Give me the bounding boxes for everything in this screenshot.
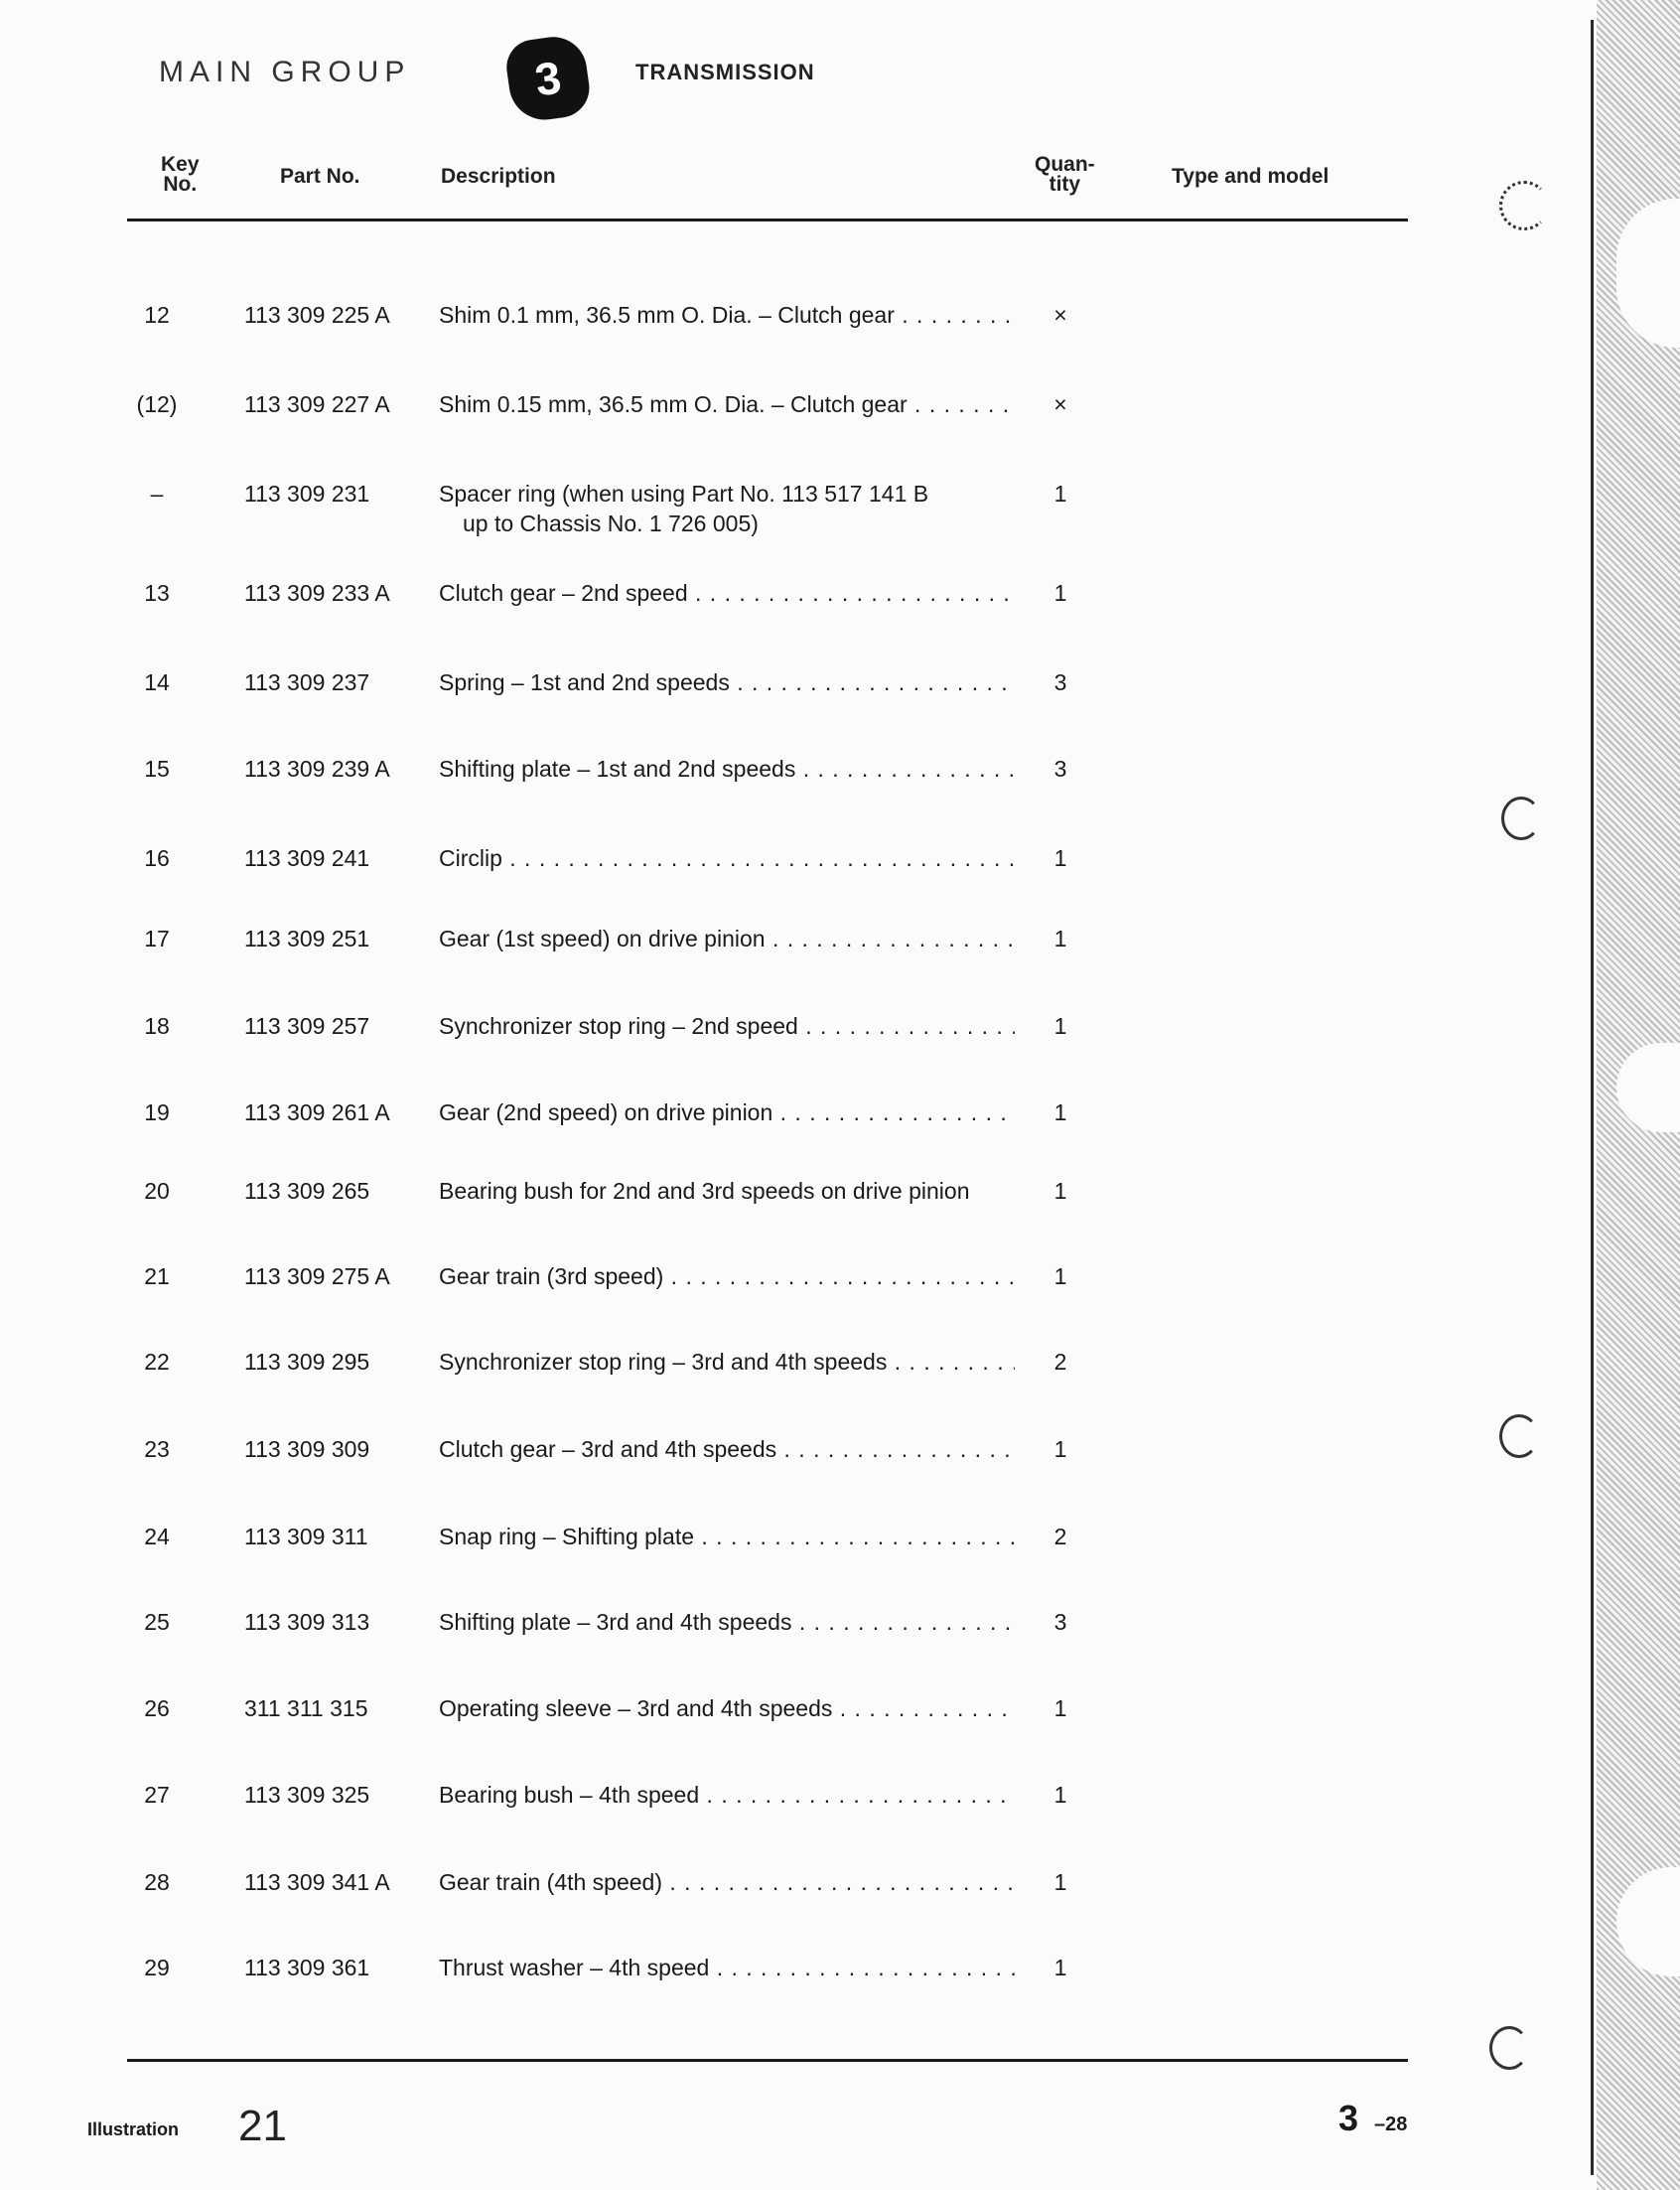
- page-number-sub: –28: [1374, 2114, 1408, 2135]
- key-number: (12): [136, 391, 178, 417]
- punch-hole-icon: [1501, 797, 1541, 840]
- quantity: 1: [1053, 1099, 1067, 1125]
- key-number: 20: [144, 1178, 170, 1204]
- part-number: 311 311 315: [244, 1695, 368, 1721]
- quantity: ×: [1053, 391, 1067, 417]
- table-row: [0, 1434, 1589, 1478]
- key-number: 15: [144, 756, 170, 782]
- description: Gear train (4th speed) . . .: [439, 1867, 1015, 1897]
- description: Shim 0.1 mm, 36.5 mm O. Dia. – Clutch gear . . .: [439, 300, 1015, 330]
- table-row: [0, 1607, 1589, 1651]
- group-number-badge: 3: [503, 33, 594, 124]
- description: Shifting plate – 1st and 2nd speeds . . .: [439, 754, 1015, 784]
- column-header-part-no: Part No.: [280, 165, 360, 188]
- column-header-quantity: [1035, 155, 1095, 195]
- column-header-key: [161, 155, 200, 195]
- table-row: [0, 754, 1589, 798]
- main-group-label: MAIN GROUP: [159, 56, 411, 88]
- description: Shim 0.15 mm, 36.5 mm O. Dia. – Clutch gear . . .: [439, 389, 1015, 419]
- key-number: 18: [144, 1013, 170, 1039]
- footer-rule: [127, 2059, 1408, 2062]
- header-rule: [127, 219, 1408, 221]
- description: Operating sleeve – 3rd and 4th speeds . . .: [439, 1693, 1015, 1723]
- table-row: [0, 1780, 1589, 1824]
- quantity: 1: [1053, 845, 1067, 871]
- quantity: 1: [1053, 1263, 1067, 1289]
- part-number: 113 309 311: [244, 1524, 368, 1549]
- quantity: 1: [1053, 481, 1067, 507]
- table-row: [0, 843, 1589, 887]
- part-number: 113 309 227 A: [244, 391, 390, 417]
- description: Bearing bush for 2nd and 3rd speeds on drive pinion: [439, 1178, 970, 1204]
- table-row: [0, 1522, 1589, 1565]
- key-number: 23: [144, 1436, 170, 1462]
- part-number: 113 309 325: [244, 1782, 370, 1808]
- group-title: TRANSMISSION: [635, 60, 815, 84]
- key-number: –: [150, 481, 164, 507]
- quantity: 3: [1053, 756, 1067, 782]
- column-header-quantity-line1: Quan-: [1035, 153, 1095, 176]
- description-line1: Spacer ring (when using Part No. 113 517 141 B: [439, 481, 929, 507]
- key-number: 17: [144, 926, 170, 951]
- part-number: 113 309 275 A: [244, 1263, 390, 1289]
- quantity: 3: [1053, 1609, 1067, 1635]
- part-number: 113 309 361: [244, 1955, 370, 1980]
- description: Shifting plate – 3rd and 4th speeds . . .: [439, 1607, 1015, 1637]
- key-number: 22: [144, 1349, 170, 1375]
- part-number: 113 309 295: [244, 1349, 370, 1375]
- description: Circlip . . .: [439, 843, 1015, 873]
- key-number: 28: [144, 1869, 170, 1895]
- table-row: [0, 1176, 1589, 1220]
- table-row: [0, 479, 1589, 538]
- quantity: 1: [1053, 1013, 1067, 1039]
- table-row: [0, 1867, 1589, 1911]
- key-number: 13: [144, 580, 170, 606]
- table-row: [0, 1953, 1589, 1996]
- column-header-key-line2: No.: [163, 173, 198, 196]
- table-row: [0, 300, 1589, 344]
- description-line2: up to Chassis No. 1 726 005): [463, 511, 759, 536]
- key-number: 21: [144, 1263, 170, 1289]
- quantity: ×: [1053, 302, 1067, 328]
- quantity: 1: [1053, 926, 1067, 951]
- part-number: 113 309 341 A: [244, 1869, 390, 1895]
- part-number: 113 309 225 A: [244, 302, 390, 328]
- description: Clutch gear – 3rd and 4th speeds . . .: [439, 1434, 1015, 1464]
- part-number: 113 309 261 A: [244, 1099, 390, 1125]
- page-number-main: 3: [1338, 2098, 1359, 2138]
- table-row: [0, 578, 1589, 622]
- table-row: [0, 1097, 1589, 1141]
- quantity: 1: [1053, 1782, 1067, 1808]
- illustration-number: 21: [238, 2102, 287, 2150]
- table-row: [0, 1347, 1589, 1390]
- table-row: [0, 667, 1589, 711]
- table-row: [0, 389, 1589, 433]
- part-number: 113 309 233 A: [244, 580, 390, 606]
- punch-hole-icon: [1499, 181, 1549, 230]
- column-header-type-model: Type and model: [1172, 165, 1330, 188]
- key-number: 26: [144, 1695, 170, 1721]
- description: Gear (1st speed) on drive pinion . . .: [439, 924, 1015, 953]
- part-number: 113 309 239 A: [244, 756, 390, 782]
- part-number: 113 309 237: [244, 669, 370, 695]
- table-row: [0, 1693, 1589, 1737]
- key-number: 25: [144, 1609, 170, 1635]
- quantity: 3: [1053, 669, 1067, 695]
- key-number: 12: [144, 302, 170, 328]
- table-row: [0, 924, 1589, 967]
- illustration-label: Illustration: [87, 2119, 180, 2139]
- key-number: 19: [144, 1099, 170, 1125]
- column-header-description: Description: [441, 165, 556, 188]
- key-number: 29: [144, 1955, 170, 1980]
- part-number: 113 309 251: [244, 926, 370, 951]
- part-number: 113 309 265: [244, 1178, 370, 1204]
- key-number: 27: [144, 1782, 170, 1808]
- column-header-quantity-line2: tity: [1049, 173, 1081, 196]
- table-row: [0, 1261, 1589, 1305]
- key-number: 14: [144, 669, 170, 695]
- column-header-key-line1: Key: [161, 153, 200, 176]
- table-row: [0, 1011, 1589, 1055]
- description: Synchronizer stop ring – 3rd and 4th speeds . . .: [439, 1347, 1015, 1377]
- description: Clutch gear – 2nd speed . . .: [439, 578, 1015, 608]
- quantity: 2: [1053, 1349, 1067, 1375]
- description: Bearing bush – 4th speed . . .: [439, 1780, 1015, 1810]
- key-number: 24: [144, 1524, 170, 1549]
- punch-hole-icon: [1489, 2026, 1529, 2070]
- quantity: 1: [1053, 1869, 1067, 1895]
- key-number: 16: [144, 845, 170, 871]
- part-number: 113 309 309: [244, 1436, 370, 1462]
- quantity: 1: [1053, 1436, 1067, 1462]
- description: [439, 479, 1015, 538]
- quantity: 2: [1053, 1524, 1067, 1549]
- binder-line: [1591, 20, 1594, 2175]
- quantity: 1: [1053, 1178, 1067, 1204]
- quantity: 1: [1053, 580, 1067, 606]
- description: Gear (2nd speed) on drive pinion . . .: [439, 1097, 1015, 1127]
- description: Spring – 1st and 2nd speeds . . .: [439, 667, 1015, 697]
- description: Synchronizer stop ring – 2nd speed . . .: [439, 1011, 1015, 1041]
- description: Gear train (3rd speed) . . .: [439, 1261, 1015, 1291]
- description: Snap ring – Shifting plate . . .: [439, 1522, 1015, 1551]
- part-number: 113 309 257: [244, 1013, 370, 1039]
- part-number: 113 309 231: [244, 481, 370, 507]
- part-number: 113 309 241: [244, 845, 370, 871]
- part-number: 113 309 313: [244, 1609, 370, 1635]
- description: Thrust washer – 4th speed . . .: [439, 1953, 1015, 1982]
- quantity: 1: [1053, 1695, 1067, 1721]
- quantity: 1: [1053, 1955, 1067, 1980]
